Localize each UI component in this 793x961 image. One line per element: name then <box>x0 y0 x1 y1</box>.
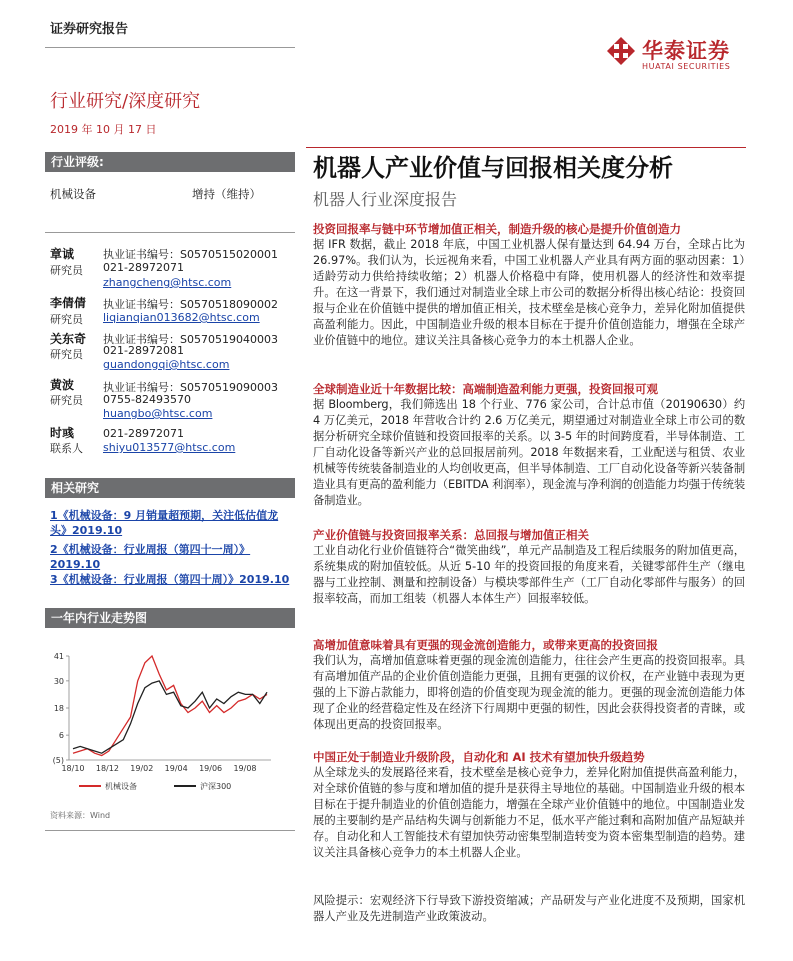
risk-note: 风险提示：宏观经济下行导致下游投资缩减；产品研发与产业化进度不及预期，国家机器人产业及先进制造产业政策波动。 <box>313 894 745 923</box>
analyst-role: 研究员 <box>50 313 83 326</box>
section-heading: 全球制造业近十年数据比较：高端制造盈利能力更强，投资回报可观 <box>313 382 658 396</box>
section-heading: 高增加值意味着具有更强的现金流创造能力，或带来更高的投资回报 <box>313 638 658 652</box>
y-tick-label: 18 <box>53 704 64 713</box>
legend-label: 沪深300 <box>200 782 232 791</box>
section-paragraph: 从全球龙头的发展路径来看，技术壁垒是核心竞争力，差异化附加值提供高盈利能力，对全球价值链的参与度和增加值的提升是获得主导地位的基础。中国制造业升级的根本目标在于提升制造业的价值创造能力，增强在全球产业价值链中的地位。中国制造业发展的主要制约是产品结构失调与创新能力不足，低水平产能过剩和高附加值产品短缺并存。自动化和人工智能技术有望加快劳动密集型制造转变为资本密集型制造的趋势。建议关注具备核心竞争力的本土机器人企业。 <box>313 766 745 859</box>
trend-chart <box>45 640 295 810</box>
industry-rating: 增持（维持） <box>192 187 261 201</box>
x-tick-label: 19/06 <box>199 764 223 773</box>
analyst-email-link[interactable]: zhangcheng@htsc.com <box>103 276 232 289</box>
section-heading: 产业价值链与投资回报率关系：总回报与增加值正相关 <box>313 528 589 542</box>
report-category: 行业研究/深度研究 <box>50 91 201 112</box>
x-tick-label: 19/08 <box>233 764 257 773</box>
header-divider <box>45 47 295 48</box>
section-paragraph: 据 Bloomberg，我们筛选出 18 个行业、776 家公司，合计总市值（20190630）约 4 万亿美元，2018 年营收合计约 2.6 万亿美元，期望通过对制造业全球上市公司的数据分析研究全球价值链和投资回报率的关系。以 3-5 年的时间跨度看，半导体制造、工厂自动化设备等新兴产业的总回报居前列。2018 年数据来看，工业配送与租赁、农业机械等传统装备制造业的人均创收更高，但半导体制造、工厂自动化设备等新兴装备制造业具有更高的盈利能力（EBITDA 利润率），现金流与净利润的创造能力均强于传统装备制造业。 <box>313 398 745 507</box>
analyst-name: 李倩倩 <box>50 296 87 310</box>
analyst-phone: 021-28972071 <box>103 427 184 440</box>
analyst-divider <box>45 232 295 233</box>
x-tick-label: 18/10 <box>61 764 85 773</box>
report-type: 证券研究报告 <box>50 22 129 37</box>
y-tick-label: 41 <box>53 652 64 661</box>
analyst-name: 章诚 <box>50 247 75 261</box>
analyst-cert: 执业证书编号：S0570518090002 <box>103 298 278 311</box>
analyst-role: 研究员 <box>50 348 83 361</box>
related-report-link[interactable]: 3《机械设备：行业周报（第四十周）》2019.10 <box>50 573 290 586</box>
logo-subtext: HUATAI SECURITIES <box>642 62 731 71</box>
analyst-cert: 执业证书编号：S0570515020001 <box>103 248 278 261</box>
y-tick-label: 30 <box>53 676 64 686</box>
section-heading: 投资回报率与链中环节增加值正相关，制造升级的核心是提升价值创造力 <box>313 222 681 236</box>
chart-source: 资料来源：Wind <box>50 811 111 820</box>
related-header: 相关研究 <box>45 478 295 498</box>
x-tick-label: 19/04 <box>164 764 188 773</box>
analyst-phone: 021-28972071 <box>103 261 184 274</box>
logo-text: 华泰证券 <box>642 39 730 63</box>
analyst-role: 联系人 <box>50 442 83 455</box>
analyst-role: 研究员 <box>50 394 83 407</box>
section-paragraph: 工业自动化行业价值链符合“微笑曲线”，单元产品制造及工程后续服务的附加值更高，系统集成的附加值较低。从近 5-10 年的投资回报的角度来看，关键零部件生产（继电器与工业控制、测量和控制设备）与模块零部件生产（工厂自动化零部件与服务）的回报率较高，而加工组装（机器人本体生产）回报率较低。 <box>313 544 745 605</box>
sidebar-bottom-divider <box>45 830 295 831</box>
analyst-email-link[interactable]: liqianqian013682@htsc.com <box>103 311 260 324</box>
analyst-email-link[interactable]: huangbo@htsc.com <box>103 407 213 420</box>
legend-label: 机械设备 <box>105 782 137 791</box>
section-heading: 中国正处于制造业升级阶段，自动化和 AI 技术有望加快升级趋势 <box>313 750 645 764</box>
x-tick-label: 19/02 <box>130 764 154 773</box>
series-line-index <box>73 681 267 753</box>
analyst-phone: 021-28972081 <box>103 344 184 357</box>
industry-name: 机械设备 <box>50 187 96 201</box>
page-title: 机器人产业价值与回报相关度分析 <box>313 154 673 182</box>
y-tick-label: (5) <box>52 756 64 765</box>
related-report-link[interactable]: 1《机械设备：9 月销量超预期，关注低估值龙头》2019.10 <box>50 509 279 537</box>
report-date: 2019 年 10 月 17 日 <box>50 123 157 136</box>
analyst-phone: 0755-82493570 <box>103 393 191 406</box>
analyst-cert: 执业证书编号：S0570519040003 <box>103 333 278 346</box>
huatai-logo-icon <box>606 36 636 66</box>
analyst-email-link[interactable]: shiyu013577@htsc.com <box>103 441 236 454</box>
related-report-link[interactable]: 2《机械设备：行业周报（第四十一周）》2019.10 <box>50 543 251 571</box>
analyst-name: 时彧 <box>50 426 75 440</box>
analyst-cert: 执业证书编号：S0570519090003 <box>103 381 278 394</box>
analyst-email-link[interactable]: guandongqi@htsc.com <box>103 358 230 371</box>
series-line-industry <box>73 656 267 756</box>
section-paragraph: 据 IFR 数据，截止 2018 年底，中国工业机器人保有量达到 64.94 万台，全球占比为 26.97%。我们认为，长远视角来看，中国工业机器人产业具有两方面的驱动因素：1）适龄劳动力供给持续收缩；2）机器人价格稳中有降，使用机器人的经济性和效率提升。在这一背景下，我们通过对制造业全球上市公司的数据分析得出核心结论：投资回报与企业在价值链中提供的增加值正相关，技术壁垒是核心竞争力，差异化附加值提供高盈利能力。因此，中国制造业升级的根本目标在于提升价值创造能力，增强在全球产业价值链中的地位。建议关注具备核心竞争力的本土机器人企业。 <box>313 238 745 347</box>
rating-header: 行业评级: <box>45 152 295 172</box>
trend-header: 一年内行业走势图 <box>45 608 295 628</box>
analyst-role: 研究员 <box>50 264 83 277</box>
x-tick-label: 18/12 <box>95 764 119 773</box>
y-tick-label: 6 <box>58 731 64 741</box>
page-subtitle: 机器人行业深度报告 <box>313 190 458 209</box>
analyst-name: 关东奇 <box>50 332 87 346</box>
analyst-name: 黄波 <box>50 378 75 392</box>
section-paragraph: 我们认为，高增加值意味着更强的现金流创造能力，往往会产生更高的投资回报率。具有高增加值产品的企业价值创造能力更强，且拥有更强的议价权，在产业链中表现为更强的上下游占款能力，即将创造的价值变现为现金流的能力。更强的现金流创造能力体现了企业的经营稳定性及在经济下行周期中更强的韧性，因此会获得投资者的青睐，或体现出更高的投资回报率。 <box>313 654 745 731</box>
